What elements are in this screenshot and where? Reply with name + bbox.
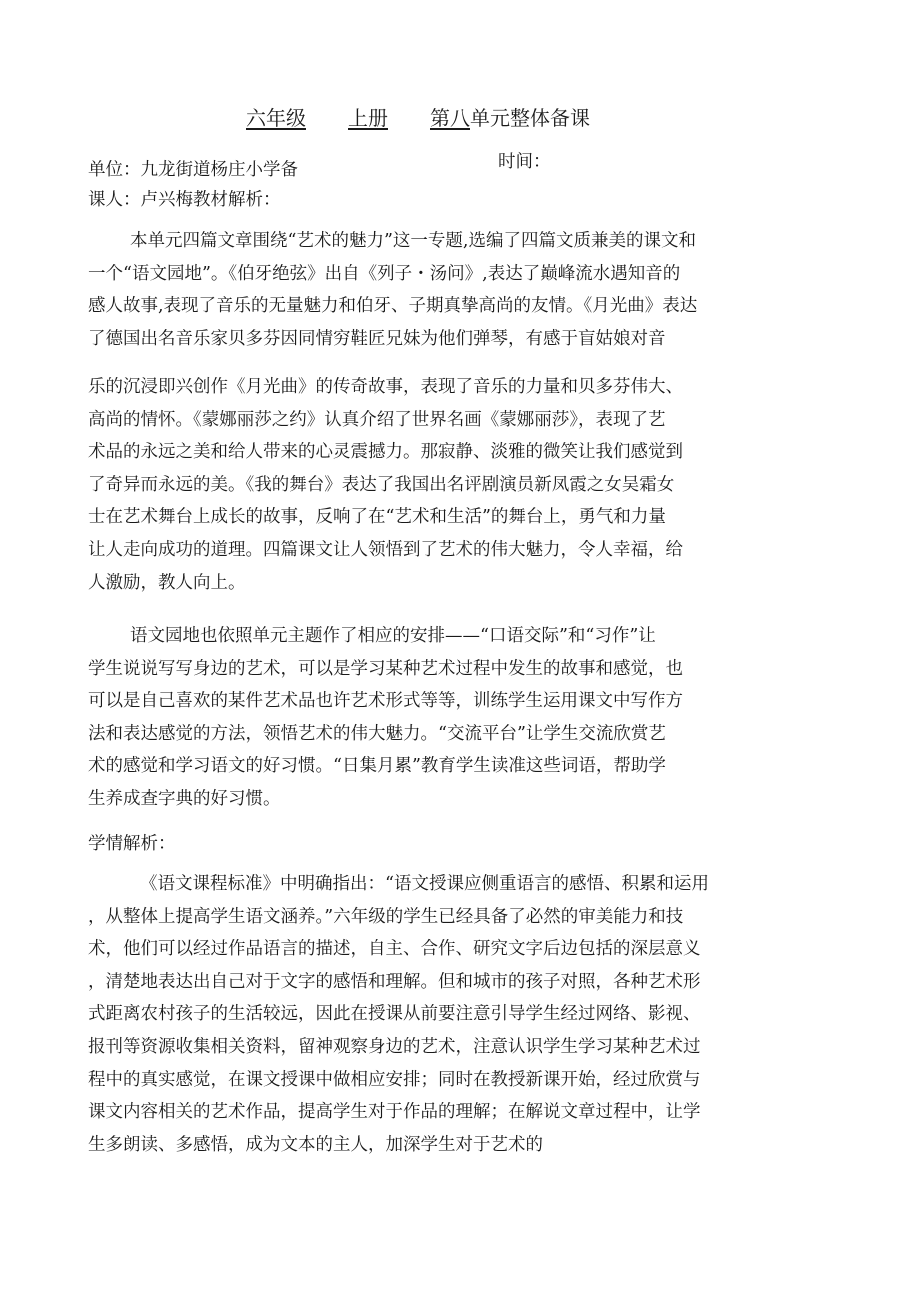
- text-line: 人激励，教人向上。: [88, 572, 246, 593]
- text-line: 让人走向成功的道理。四篇课文让人领悟到了艺术的伟大魅力，令人幸福，给: [88, 539, 683, 560]
- section-heading-learning-analysis: 学情解析：: [88, 834, 176, 854]
- text-line: 了德国出名音乐家贝多芬因同情穷鞋匠兄妹为他们弹琴，有感于盲姑娘对音: [88, 328, 666, 349]
- text-line: 本单元四篇文章围绕“艺术的魅力”这一专题,选编了四篇文质兼美的课文和: [130, 231, 696, 251]
- text-line: 术的感觉和学习语文的好习惯。“日集月累”教育学生读准这些词语，帮助学: [88, 756, 666, 777]
- text-line: 感人故事,表现了音乐的无量魅力和伯牙、子期真挚高尚的友情。《月光曲》表达: [88, 296, 698, 317]
- text-line: 生多朗读、多感悟，成为文本的主人，加深学生对于艺术的: [88, 1134, 543, 1155]
- text-line: 课文内容相关的艺术作品，提高学生对于作品的理解；在解说文章过程中，让学: [88, 1102, 701, 1123]
- text-line: ，清楚地表达出自己对于文字的感悟和理解。但和城市的孩子对照，各种艺术形: [88, 971, 701, 992]
- text-line: 程中的真实感觉，在课文授课中做相应安排；同时在教授新课开始，经过欣赏与: [88, 1069, 701, 1090]
- text-line: 士在艺术舞台上成长的故事，反响了在“艺术和生活”的舞台上，勇气和力量: [88, 507, 666, 528]
- text-line: 式距离农村孩子的生活较远，因此在授课从前要注意引导学生经过网络、影视、: [88, 1004, 701, 1025]
- title-volume: 上册: [348, 106, 388, 130]
- document-title: [224, 102, 590, 131]
- title-grade: 六年级: [246, 106, 306, 130]
- paragraph-learning-analysis: [88, 868, 709, 1161]
- paragraph-language-garden: [88, 620, 683, 816]
- title-unit-suffix: 单元整体备课: [470, 106, 590, 130]
- school-unit-line: 单位：九龙街道杨庄小学备: [88, 160, 298, 180]
- text-line: ，从整体上提高学生语文涵养。”六年级的学生已经具备了必然的审美能力和技: [88, 906, 684, 927]
- text-line: 一个“语文园地”。《伯牙绝弦》出自《列子・汤问》,表达了巅峰流水遇知音的: [88, 263, 681, 284]
- text-line: 语文园地也依照单元主题作了相应的安排——“口语交际”和“习作”让: [130, 626, 656, 646]
- text-line: 生养成查字典的好习惯。: [88, 788, 281, 809]
- text-line: 报刊等资源收集相关资料，留神观察身边的艺术，注意认识学生学习某种艺术过: [88, 1036, 701, 1057]
- text-line: 乐的沉浸即兴创作《月光曲》的传奇故事，表现了音乐的力量和贝多芬伟大、: [88, 377, 683, 397]
- time-label: 时间：: [498, 152, 551, 172]
- text-line: 学生说说写写身边的艺术，可以是学习某种艺术过程中发生的故事和感觉，也: [88, 658, 683, 679]
- text-line: 法和表达感觉的方法，领悟艺术的伟大魅力。“交流平台”让学生交流欣赏艺: [88, 723, 666, 744]
- text-line: 高尚的情怀。《蒙娜丽莎之约》认真介绍了世界名画《蒙娜丽莎》，表现了艺: [88, 409, 666, 430]
- text-line: 《语文课程标准》中明确指出：“语文授课应侧重语言的感悟、积累和运用: [140, 874, 709, 894]
- text-line: 术，他们可以经过作品语言的描述，自主、合作、研究文字后边包括的深层意义: [88, 939, 701, 960]
- text-line: 了奇异而永远的美。《我的舞台》表达了我国出名评剧演员新凤霞之女吴霜女: [88, 474, 675, 495]
- title-unit-number: 第八: [430, 106, 470, 130]
- paragraph-textbook-analysis-1: [88, 225, 697, 355]
- paragraph-textbook-analysis-2: [88, 371, 683, 599]
- text-line: 术品的永远之美和给人带来的心灵震撼力。那寂静、淡雅的微笑让我们感觉到: [88, 442, 683, 463]
- text-line: 可以是自己喜欢的某件艺术品也许艺术形式等等，训练学生运用课文中写作方: [88, 691, 683, 712]
- preparer-line: 课人：卢兴梅教材解析：: [88, 190, 281, 210]
